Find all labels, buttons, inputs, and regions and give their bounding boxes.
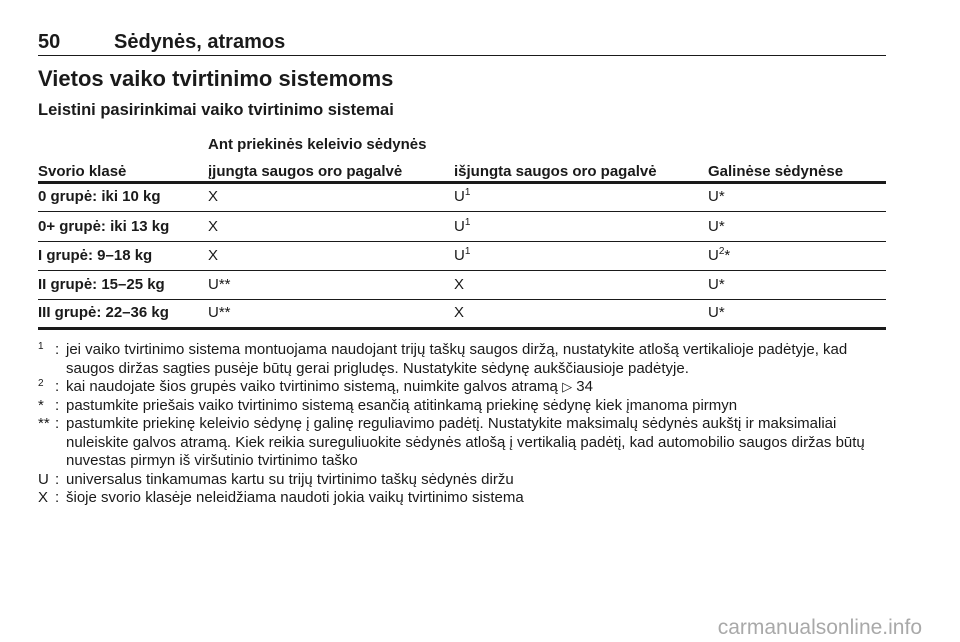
column-header-airbag-off: išjungta saugos oro pagalvė: [454, 163, 657, 180]
table-row: [38, 213, 886, 242]
header-divider: [38, 55, 886, 56]
column-header-weight-class: Svorio klasė: [38, 163, 127, 180]
airbag-off-cell: X: [454, 304, 465, 321]
rear-seat-cell: U*: [708, 218, 725, 235]
section-title: Vietos vaiko tvirtinimo sistemoms: [38, 66, 394, 91]
weight-class-cell: II grupė: 15–25 kg: [38, 276, 165, 293]
weight-class-cell: III grupė: 22–36 kg: [38, 304, 169, 321]
footnote-text: jei vaiko tvirtinimo sistema montuojama naudojant trijų taškų saugos diržą, nustatykite atlošą vertikalioje padėtyje, kad saugos diržas sagties pusėje būtų gerai prigludęs. Nustatykite sėdynę aukščiausioje padėtyje.: [66, 341, 848, 377]
column-header-airbag-on: įjungta saugos oro pagalvė: [208, 163, 403, 180]
airbag-off-cell: $U^1$: [454, 217, 471, 235]
rear-seat-cell: $U^2*$: [708, 246, 731, 264]
airbag-off-cell: X: [454, 276, 465, 293]
footnote-mark: U: [38, 470, 49, 488]
page-number: 50: [38, 31, 61, 53]
footnote-mark: 2: [38, 378, 44, 389]
rear-seat-cell: U*: [708, 276, 725, 293]
page-reference-link[interactable]: 34: [576, 378, 593, 395]
airbag-off-cell: $U^1$: [454, 187, 471, 205]
airbag-on-cell: X: [208, 247, 219, 264]
footnote-mark: **: [38, 415, 50, 432]
watermark: carmanualsonline.info: [717, 616, 922, 639]
footnote-mark: 1: [38, 341, 44, 352]
footnote-item: * : pastumkite priešais vaiko tvirtinimo sistemą esančią atitinkamą priekinę sėdynę kiek įmanoma pirmyn: [38, 396, 738, 414]
arrow-ref-icon: ▷: [562, 379, 573, 394]
footnote-item: U : universalus tinkamumas kartu su trijų tvirtinimo taškų sėdynės diržu: [38, 470, 514, 488]
footnote-item: $^2$ : kai naudojate šios grupės vaiko tvirtinimo sistemą, nuimkite galvos atramą ▷ 34: [38, 378, 593, 395]
weight-class-cell: 0 grupė: iki 10 kg: [38, 188, 161, 205]
table-header-row: [38, 163, 886, 183]
footnote-text: kai naudojate šios grupės vaiko tvirtinimo sistemą, nuimkite galvos atramą: [66, 378, 558, 395]
rear-seat-cell: U*: [708, 188, 725, 205]
footnote-text: šioje svorio klasėje neleidžiama naudoti jokia vaikų tvirtinimo sistema: [66, 489, 524, 506]
airbag-on-cell: U**: [208, 276, 231, 293]
footnote-mark: X: [38, 489, 49, 506]
footnote-text: universalus tinkamumas kartu su trijų tvirtinimo taškų sėdynės diržu: [66, 470, 514, 488]
airbag-off-cell: $U^1$: [454, 246, 471, 264]
footnote-item: $^1$ : jei vaiko tvirtinimo sistema montuojama naudojant trijų taškų saugos diržą, nustatykite atlošą vertikalioje padėtyje, kad saugos diržas sagties pusėje būtų gerai prigludęs. Nustatykite sėdynę aukščiausioje padėtyje.: [38, 341, 848, 377]
footnote-item: ** : pastumkite priekinę keleivio sėdynę į galinę reguliavimo padėtį. Nustatykite maksimalų sėdynės aukštį ir maksimaliai nuleiskite galvos atramą. Kiek reikia sureguliuokite sėdynės atlošą į vertikalią padėtį, kad automobilio saugos diržas būtų nuvestas pirmyn iš viršutinio tvirtinimo taško: [38, 415, 865, 469]
footnote-text: pastumkite priešais vaiko tvirtinimo sistemą esančią atitinkamą priekinę sėdynę kiek įmanoma pirmyn: [66, 396, 738, 414]
footnote-mark: *: [38, 396, 44, 414]
table-row: [38, 299, 886, 330]
airbag-on-cell: X: [208, 188, 219, 205]
chapter-title: Sėdynės, atramos: [114, 31, 286, 53]
footnotes: [38, 341, 888, 508]
airbag-on-cell: X: [208, 218, 219, 235]
table-subtitle: Leistini pasirinkimai vaiko tvirtinimo sistemai: [38, 101, 394, 119]
table-row: [38, 242, 886, 271]
airbag-on-cell: U**: [208, 304, 231, 321]
weight-class-cell: I grupė: 9–18 kg: [38, 247, 153, 264]
rear-seat-cell: U*: [708, 304, 725, 321]
footnote-text: pastumkite priekinę keleivio sėdynę į galinę reguliavimo padėtį. Nustatykite maksimalų sėdynės aukštį ir maksimaliai nuleiskite galvos atramą. Kiek reikia sureguliuokite sėdynės atlošą į vertikalią padėtį, kad automobilio saugos diržas būtų nuvestas pirmyn iš viršutinio tvirtinimo taško: [66, 415, 865, 469]
table-row: [38, 271, 886, 300]
table-row: [38, 183, 886, 212]
footnote-item: X : šioje svorio klasėje neleidžiama naudoti jokia vaikų tvirtinimo sistema: [38, 489, 524, 506]
weight-class-cell: 0+ grupė: iki 13 kg: [38, 218, 170, 235]
column-header-rear-seats: Galinėse sėdynėse: [708, 163, 844, 180]
front-seat-group-header: Ant priekinės keleivio sėdynės: [208, 136, 427, 153]
